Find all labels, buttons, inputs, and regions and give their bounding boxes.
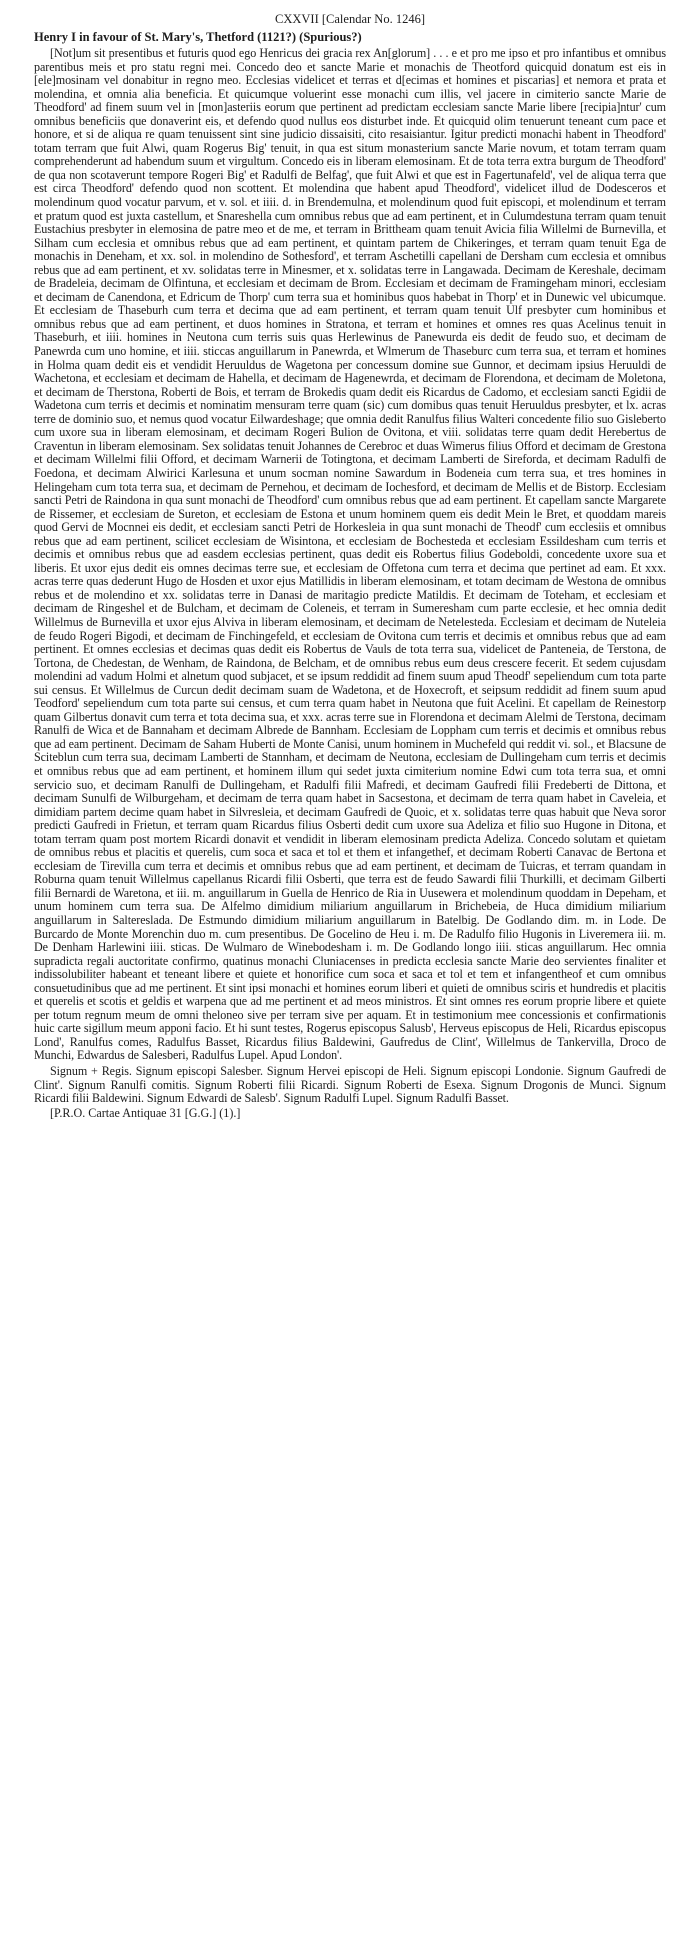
charter-signatures: Signum + Regis. Signum episcopi Salesber. Signum Hervei episcopi de Heli. Signum episcopi Londonie. Signum Gaufredi de Clint'. Signum Ranulfi comitis. Signum Roberti filii Ricardi. Signum Roberti de Esexa. Signum Drogonis de Munci. Signum Ricardi filii Baldewini. Signum Edwardi de Salesb'. Signum Radulfi Lupel. Signum Radulfi Basset. (34, 1064, 666, 1106)
source-reference: [P.R.O. Cartae Antiquae 31 [G.G.] (1).] (50, 1105, 241, 1120)
charter-heading: CXXVII [Calendar No. 1246] (275, 12, 425, 26)
charter-body: [Not]um sit presentibus et futuris quod ego Henricus dei gracia rex An[glorum] . . . e et pro me ipso et pro infantibus et omnibus parentibus meis et pro statu regni mei. Concedo deo et sancte Marie et monachis de Theotford quicquid donatum est eis in [ele]mosinam vel donabitur in regno meo. Ecclesias videlicet et terras et d[ecimas et homines et piscarias] et nemora et prata et molendina, et omnia alia beneficia. Et quicumque voluerint esse monachi cum illis, vel jacere in cimiterio sancte Marie de Theodford' ad finem suum vel in [mon]asteriis eorum que pertinent ad predictam ecclesiam sancte Marie libere [recipia]ntur' cum omnibus beneficiis que donaverint eis, et defendo quod nullus eos disturbet inde. Et quicquid olim tenuerunt teneant cum pace et honore, et si de aliqua re quam tenuissent sint sine judicio dissaisiti, cito resaisiantur. Igitur predicti monachi habent in Theodford' totam terram que fuit Alwi, quam Rogerus Big' tenuit, in qua est situm monasterium sancte Marie novum, et totam terram quam comprehenderunt ad habendum suum et virgultum. Concedo eis in liberam elemosinam. Et de tota terra extra burgum de Theodford' de qua non scotaverunt tempore Rogeri Big' et Radulfi de Belfag', que fuit Alwi et que est in Fagertunafeld', vel de aliqua terra que est circa Theodford' defendo quod non scottent. Et molendina que habent apud Theodford', videlicet illud de Dodesceros et molendinum quod vocatur parvum, et v. sol. et iiii. d. in Brendemulna, et molendinum quod fuit episcopi, et molendinum et terram et pratum quod est juxta castellum, et Snareshella cum omnibus rebus que ad eam pertinent, et in Culumdestuna terram quam tenuit Eustachius presbyter in elemosina de patre meo et de me, et terram in Brittheam quam tenuit Avicia filia Willelmi de Burnevilla, et Silham cum ecclesia et omnibus rebus que ad eam pertinent, et quintam partem de Chikeringes, et terram quam tenuit Ega de monachis in Deneham, et xx. sol. in molendino de Sothesford', et terram Aschetilli capellani de Dersham cum ecclesia et omnibus rebus que ad eam pertinent, et xv. solidatas terre in Minesmer, et x. solidatas terre in Langawada. Decimam de Kereshale, decimam de Bradeleia, decimam de Olfintuna, et ecclesiam et decimam de Brom. Ecclesiam et decimam de Framingeham minori, ecclesiam et decimam de Canendona, et Edricum de Thorp' cum terra sua et hominibus quos habebat in Thorp' et in Dunewic vel ubicumque. Et ecclesiam de Thaseburh cum terra et decima que ad eam pertinent, et terram quam tenuit Ulf presbyter cum hominibus et omnibus rebus que ad eam pertinent, et duos homines in Stratona, et terram et homines et omnes res quas Acelinus tenuit in Thaseburh, et iiii. homines in Neutona cum terris suis quas Herlewinus de Panewurda eis dedit de feudo suo, et decimam de Panewrda cum uno homine, et iiii. sticcas anguillarum in Panewrda, et Wlmerum de Thaseburc cum terra sua, et terram et homines in Holma quam dedit eis et vendidit Heruuldus de Wagetona per concessum domine sue Gunnor, et decimam ipsius Heruuldi de Wachetona, et ecclesiam et decimam de Hahella, et decimam de Hagenewrda, et decimam de Florendona, et decimam de Moletona, et decimam de Therstona, Roberti de Bois, et terram de Brokedis quam dedit eis Ricardus de Cadomo, et ecclesiam sancti Egidii de Wadetona cum terris et decimis et nominatim mensuram terre quam (sic) cum domibus quas tenuit Heruuldus presbyter, et lx. acras terre de dominio suo, et nemus quod vocatur Eilwardeshage; que omnia dedit Ranulfus filius Walteri concedente filio suo Gisleberto cum uxore sua in liberam elemosinam, et decimam Rogeri Bulion de Ovitona, et viii. solidatas terre quam dedit Herebertus de Craventun in liberam elemosinam. Sex solidatas tenuit Johannes de Cerebroc et duas Wimerus filius Offord et decimam de Grestona et decimam Willelmi filii Offord, et decimam Warnerii de Totingtona, et decimam Lamberti de Sireforda, et decimam Radulfi de Foedona, et decimam Alwirici Karlesuna et unum socman nomine Sawardum in Bodeneia cum terra sua, et tres homines in Helingeham cum tota terra sua, et decimam de Pernehou, et decimam de Iochesford, et decimam de Mellis et de Bistorp. Ecclesiam sancti Petri de Raindona in qua sunt monachi de Theodford' cum omnibus rebus que ad eam pertinent. Et capellam sancte Margarete de Rissemer, et ecclesiam de Sureton, et ecclesiam de Estona et unum hominem quem eis dedit Mein le Bret, et quoddam mareis quod Gervi de Mocnnei eis dedit, et ecclesiam sancti Petri de Horkesleia in qua sunt monachi de Theodf' cum ecclesiis et omnibus rebus que ad eam pertinent, scilicet ecclesiam de Wisintona, et ecclesiam de Bochesteda et ecclesiam Essildesham cum terris et decimis et omnibus rebus que ad easdem ecclesias pertinent, quas dedit eis Robertus filius Godeboldi, concedente uxore sua et liberis. Et uxor ejus dedit eis omnes decimas terre sue, et ecclesiam de Offetona cum terra et decima que pertinet ad eam. Et xxx. acras terre quas dederunt Hugo de Hosden et uxor ejus Matillidis in liberam elemosinam, et totam decimam de Westona de omnibus rebus et de molendino et xx. solidatas terre in Danasi de maritagio predicte Matildis. Et decimam de Toteham, et ecclesiam et decimam de Ringeshel et de Bulcham, et decimam de Coleneis, et terram in Sumeresham cum parte ecclesie, et hec omnia dedit Willelmus de Burnevilla et uxor ejus Alviva in liberam elemosinam, et decimam de Netelesteda. Ecclesiam et decimam de Nuteleia de feudo Rogeri Bigodi, et decimam de Finchingefeld, et ecclesiam de Ovitona cum terris et decimis et omnibus rebus que ad eam pertinent. Et omnes ecclesias et decimas quas dedit eis Robertus de Vauls de tota terra sua, videlicet de Panteneia, de Terstona, de Tortona, de Chedestan, de Wenham, de Raindona, de Belcham, et de omnibus rebus eum deus crescere fecerit. Et sedem cujusdam molendini ad vadum Holmi et alnetum quod subjacet, et se ipsum reddidit ad finem suum apud Theodf' sepeliendum cum tota parte sui census. Et Willelmus de Curcun dedit decimam suam de Wadetona, et de Hoxecroft, et seipsum reddidit ad finem suum apud Teodford' sepeliendum cum tota parte sui census, et cum terra quam habet in Neutona que fuit Acelini. Et capellam de Reinestorp quam Gilbertus donavit cum terra et tota decima sua, et xxx. acras terre sue in Florendona et decimam Alelmi de Terstona, decimam Ranulfi de Wica et de Bannaham et decimam Albrede de Bannham. Ecclesiam de Loppham cum terris et decimis et omnibus rebus que ad eam pertinent. Decimam de Saham Huberti de Monte Canisi, unum hominem in Muchefeld qui reddit vi. sol., et Blacsune de Sciteblun cum terra sua, decimam Lamberti de Stannham, et decimam de Neutona, ecclesiam de Dullingeham cum terris et decimis et omnibus rebus que ad eam pertinent, et hominem illum qui sedet juxta cimiterium nomine Edwi cum tota terra sua, et omni servicio suo, et decimam Ranulfi de Dullingeham, et Radulfi filii Mafredi, et decimam Gaufredi filii Fredeberti de Dittona, et decimam Sunulfi de Wilburgeham, et decimam de terra quam habet in Sacsestona, et decimam de terra quam habet in Caveleia, et dimidiam partem decime quam habet in Silvresleia, et decimam Gaufredi de Quoic, et x. solidatas terre quas habuit que Neva soror predicti Gaufredi in Frietun, et terram quam Ricardus filius Osberti dedit cum uxore sua Adeliza et filio suo Hugone in Ditona, et totam terram quam post mortem Ricardi donavit et vendidit in liberam elemosinam predicta Adeliza. Concedo solutam et quietam de omnibus rebus et placitis et querelis, cum soca et saca et tol et them et infangethef, et decimam Roberti Canavac de Bertona et ecclesiam de Tirevilla cum terra et decimis et omnibus rebus que ad eam pertinent, et decimam de Tuicras, et terram quandam in Roburna quam tenuit Willelmus capellanus Ricardi filii Osberti, que terra est de feudo Sawardi filii Thurkilli, et decimam Gilberti filii Bernardi de Waretona, et iii. m. anguillarum in Guella de Henrico de Ria in Uusewera et molendinum quoddam in Depeham, et unum hominem cum terra sua. De Alfelmo dimidium miliarium anguillarum in Brichebeia, de Huca dimidium miliarium anguillarum in Saltereslada. De Estmundo dimidium miliarium anguillarum in Batelbig. De Godlando dim. m. in Lode. De Burcardo de Monte Morenchin duo m. cum presentibus. De Gocelino de Heu i. m. De Radulfo filio Hugonis in Liveremera iii. m. De Denham Harlewini iiii. sticas. De Wulmaro de Winebodesham i. m. De Godlando longo iiii. sticas anguillarum. Hec omnia supradicta regali auctoritate confirmo, quatinus monachi Cluniacenses in predicta ecclesia sancte Marie deo servientes finaliter et indissolubiliter habeant et teneant libere et quiete et honorifice cum soca et saca et tol et tem et infangentheof et cum omnibus consuetudinibus que ad me pertinent. Et sint ipsi monachi et homines eorum liberi et quieti de omnibus sciris et hundredis et placitis et querelis et scotis et geldis et warpena que ad me pertinent et ad meos ministros. Et sint omnes res eorum proprie libere et quiete per totum regnum meum de omni theloneo sive per terram sive per aquam. Et in testimonium mee concessionis et confirmationis huic carte sigillum meum apponi facio. Et hi sunt testes, Rogerus episcopus Salusb', Herveus episcopus de Heli, Ricardus episcopus Lond', Ranulfus comes, Radulfus Basset, Ricardus filius Baldewini, Gaufredus de Clint', Willelmus de Tankervilla, Droco de Munchi, Edwardus de Salesberi, Radulfus Lupel. Apud London'. (34, 46, 666, 1063)
charter-subtitle: Henry I in favour of St. Mary's, Thetford (1121?) (Spurious?) (34, 30, 362, 44)
